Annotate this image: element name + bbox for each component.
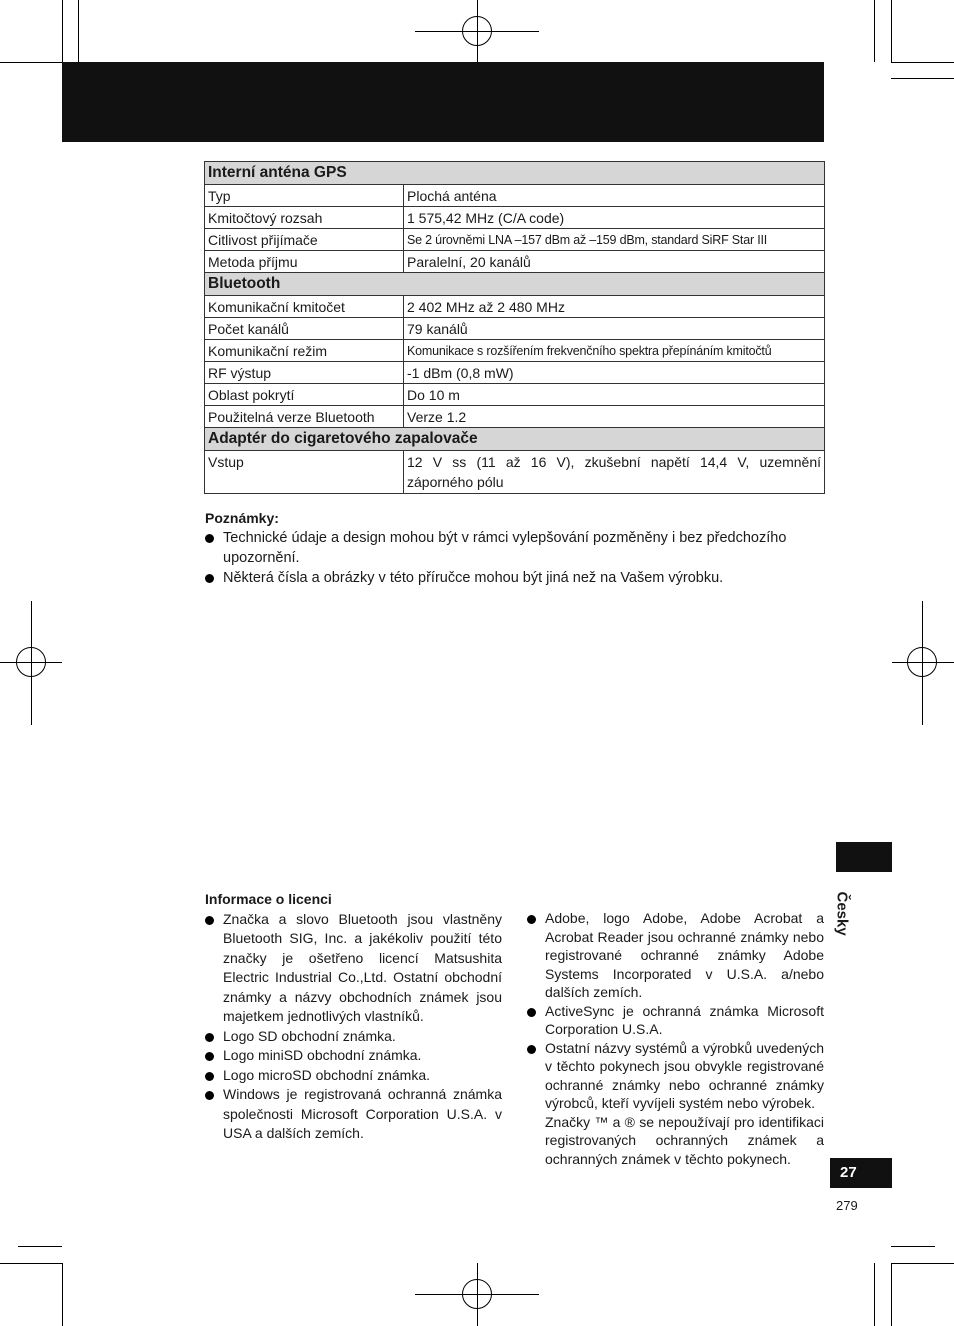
- table-row: [205, 296, 825, 318]
- license-text: Adobe, logo Adobe, Adobe Acrobat a Acrobat Reader jsou ochranné známky nebo registrované ochranné známky Adobe Systems Incorporated v U.S.A. a/nebo dalších zemích.: [545, 910, 824, 1000]
- table-row: [205, 229, 825, 251]
- note-text: Některá čísla a obrázky v této příručce mohou být jiná než na Vašem výrobku.: [223, 570, 724, 586]
- language-label: Česky: [833, 891, 851, 936]
- license-text: ActiveSync je ochranná známka Microsoft Corporation U.S.A.: [545, 1002, 824, 1037]
- spec-value: Paralelní, 20 kanálů: [404, 251, 825, 273]
- spec-value: 1 575,42 MHz (C/A code): [404, 207, 825, 229]
- license-list-right: [527, 909, 824, 1168]
- bullet-icon: [527, 915, 536, 924]
- spec-label: Citlivost přijímače: [205, 229, 404, 251]
- license-text: Logo SD obchodní známka.: [223, 1027, 396, 1044]
- spec-value: Komunikace s rozšířením frekvenčního spektra přepínáním kmitočtů: [404, 340, 825, 362]
- license-text-continued: Značky ™ a ® se nepoužívají pro identifikaci registrovaných ochranných známek a ochranných známek v těchto pokynech.: [545, 1113, 824, 1167]
- bullet-icon: [205, 1091, 214, 1100]
- list-item: [205, 1027, 502, 1047]
- notes-list: [205, 528, 825, 588]
- license-text: Logo microSD obchodní známka.: [223, 1066, 430, 1083]
- list-item: [527, 1039, 824, 1169]
- bullet-icon: [527, 1045, 536, 1054]
- license-list-left: [205, 910, 502, 1144]
- bullet-icon: [527, 1008, 536, 1017]
- table-row: [205, 384, 825, 406]
- list-item: [205, 1046, 502, 1066]
- section-header-adapter: [205, 428, 825, 451]
- spec-value: -1 dBm (0,8 mW): [404, 362, 825, 384]
- header-band: [62, 62, 824, 142]
- bullet-icon: [205, 1052, 214, 1061]
- language-tab-marker: [836, 842, 892, 872]
- table-row: [205, 318, 825, 340]
- notes-heading: Poznámky:: [205, 510, 279, 526]
- table-row: [205, 185, 825, 207]
- license-text: Ostatní názvy systémů a výrobků uvedených v těchto pokynech jsou obvykle registrované ochranné známky nebo ochranné známky výrobců, kteří vyvíjeli systém nebo výrobek.: [545, 1039, 824, 1111]
- license-text: Windows je registrovaná ochranná známka společnosti Microsoft Corporation U.S.A. v USA a dalších zemích.: [223, 1086, 502, 1141]
- table-row: [205, 362, 825, 384]
- spec-label: RF výstup: [205, 362, 404, 384]
- list-item: [205, 1066, 502, 1086]
- list-item: [205, 528, 825, 568]
- bullet-icon: [205, 1072, 214, 1081]
- spec-label: Typ: [205, 185, 404, 207]
- notes-block: [205, 508, 825, 588]
- list-item: [205, 1085, 502, 1144]
- list-item: [205, 568, 825, 588]
- table-row: [205, 251, 825, 273]
- table-row: [205, 340, 825, 362]
- license-text: Logo miniSD obchodní známka.: [223, 1047, 422, 1063]
- license-right-column: [527, 909, 824, 1168]
- spec-value: 2 402 MHz až 2 480 MHz: [404, 296, 825, 318]
- bullet-icon: [205, 916, 214, 925]
- list-item: [527, 1002, 824, 1039]
- spec-label: Vstup: [205, 451, 404, 494]
- license-text: Značka a slovo Bluetooth jsou vlastněny Bluetooth SIG, Inc. a jakékoliv použití této značky je ošetřeno licencí Matsushita Electric Industrial Co.,Ltd. Ostatní obchodní známky a názvy obchodních známek jsou majetkem jednotlivých vlastníků.: [223, 910, 502, 1024]
- section-number-tab: 27: [830, 1158, 892, 1188]
- spec-value: Verze 1.2: [404, 406, 825, 428]
- section-title: Bluetooth: [205, 273, 825, 296]
- spec-value: 79 kanálů: [404, 318, 825, 340]
- spec-label: Oblast pokrytí: [205, 384, 404, 406]
- bullet-icon: [205, 534, 214, 543]
- table-row: [205, 451, 825, 494]
- section-header-bluetooth: [205, 273, 825, 296]
- section-title: Interní anténa GPS: [205, 162, 825, 185]
- spec-label: Komunikační kmitočet: [205, 296, 404, 318]
- spec-label: Metoda příjmu: [205, 251, 404, 273]
- license-heading: Informace o licenci: [205, 891, 332, 907]
- list-item: [205, 910, 502, 1027]
- table-row: [205, 406, 825, 428]
- table-row: [205, 207, 825, 229]
- spec-value: Plochá anténa: [404, 185, 825, 207]
- spec-value: 12 V ss (11 až 16 V), zkušební napětí 14,4 V, uzemnění záporného pólu: [404, 451, 825, 494]
- spec-value: Do 10 m: [404, 384, 825, 406]
- spec-table: [204, 161, 825, 494]
- section-title: Adaptér do cigaretového zapalovače: [205, 428, 825, 451]
- page-number: 279: [836, 1198, 858, 1213]
- spec-label: Použitelná verze Bluetooth: [205, 406, 404, 428]
- spec-label: Počet kanálů: [205, 318, 404, 340]
- spec-label: Komunikační režim: [205, 340, 404, 362]
- license-left-column: [205, 890, 502, 1144]
- spec-value: Se 2 úrovněmi LNA –157 dBm až –159 dBm, standard SiRF Star III: [404, 229, 825, 251]
- list-item: [527, 909, 824, 1002]
- bullet-icon: [205, 1033, 214, 1042]
- section-header-gps: [205, 162, 825, 185]
- note-text: Technické údaje a design mohou být v rámci vylepšování pozměněny i bez předchozího upozornění.: [223, 530, 787, 566]
- spec-label: Kmitočtový rozsah: [205, 207, 404, 229]
- bullet-icon: [205, 574, 214, 583]
